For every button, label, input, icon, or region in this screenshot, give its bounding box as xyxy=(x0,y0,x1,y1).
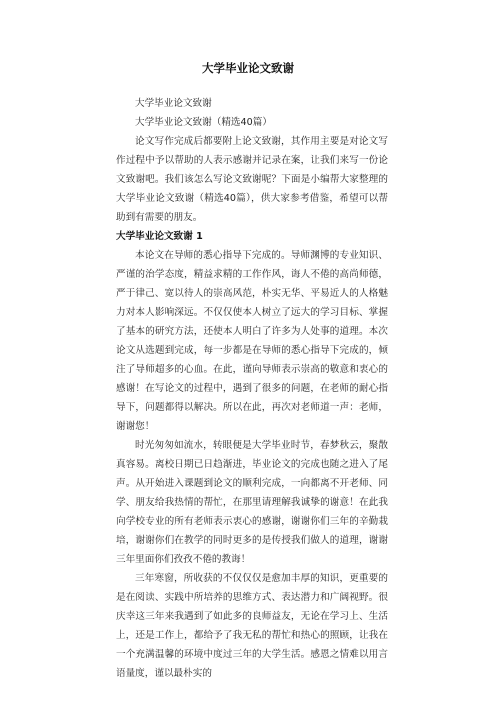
document-body xyxy=(116,94,388,683)
paragraph-subtitle: 大学毕业论文致谢 xyxy=(135,98,212,109)
paragraph-intro: 论文写作完成后都要附上论文致谢，其作用主要是对论文写作过程中予以帮助的人表示感谢并记录在案，让我们来写一份论文致谢吧。我们该怎么写论文致谢呢？下面是小编帮大家整理的大学毕业论文致谢（精选40篇），供大家参考借鉴，希望可以帮助到有需要的朋友。 xyxy=(116,136,388,223)
paragraph-collection-title: 大学毕业论文致谢（精选40篇） xyxy=(135,117,272,128)
paragraph-body-3: 三年寒窗，所收获的不仅仅仅是愈加丰厚的知识，更重要的是在阅读、实践中所培养的思维方式、表达潜力和广阔视野。很庆幸这三年来我遇到了如此多的良师益友，无论在学习上、生活上，还是工作上，都给予了我无私的帮忙和热心的照顾，让我在一个充满温馨的环境中度过三年的大学生活。感恩之情难以用言语量度，谨以最朴实的 xyxy=(116,573,388,679)
paragraph-body-2: 时光匆匆如流水，转眼便是大学毕业时节，春梦秋云，聚散真容易。离校日期已日趋渐进，毕业论文的完成也随之进入了尾声。从开始进入课题到论文的顺利完成，一向都离不开老师、同学、朋友给我热情的帮忙，在那里请理解我诚挚的谢意！在此我向学校专业的所有老师表示衷心的感谢，谢谢你们三年的辛勤栽培，谢谢你们在教学的同时更多的是传授我们做人的道理，谢谢三年里面你们孜孜不倦的教诲！ xyxy=(116,440,388,565)
paragraph-body-1: 本论文在导师的悉心指导下完成的。导师渊博的专业知识、严谨的治学态度，精益求精的工作作风，诲人不倦的高尚师德，严于律己、宽以待人的崇高风范，朴实无华、平易近人的人格魅力对本人影响深远。不仅仅使本人树立了远大的学习目标、掌握了基本的研究方法，还使本人明白了许多为人处事的道理。本次论文从选题到完成，每一步都是在导师的悉心指导下完成的，倾注了导师超多的心血。在此，谨向导师表示崇高的敬意和衷心的感谢！在写论文的过程中，遇到了很多的问题，在老师的耐心指导下，问题都得以解决。所以在此，再次对老师道一声：老师，谢谢您！ xyxy=(116,250,388,432)
section-heading-1: 大学毕业论文致谢 1 xyxy=(116,231,203,242)
document-title: 大学毕业论文致谢 xyxy=(202,61,294,75)
